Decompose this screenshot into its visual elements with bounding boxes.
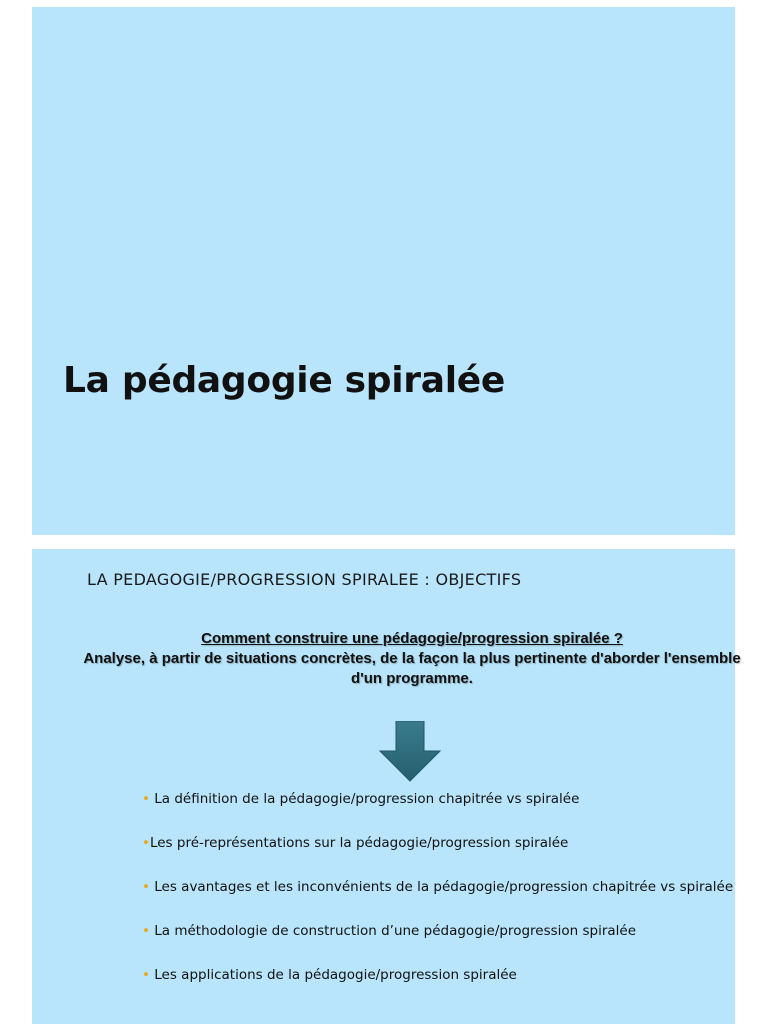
title-slide (32, 7, 735, 535)
list-item-text: Les applications de la pédagogie/progression spiralée (149, 967, 517, 983)
intro-question: Comment construire une pédagogie/progression spiralée ? (201, 630, 623, 647)
intro-analysis: Analyse, à partir de situations concrètes, de la façon la plus pertinente d'aborder l'ensemble d'un programme. (83, 650, 741, 687)
list-item (142, 833, 737, 853)
objectives-slide (32, 549, 741, 1024)
slide-title: La pédagogie spiralée (63, 360, 506, 401)
list-item (142, 877, 737, 897)
bullet-icon: • (142, 791, 150, 807)
intro-block (72, 629, 752, 689)
bullet-icon: • (142, 923, 150, 939)
list-item-text: La définition de la pédagogie/progression chapitrée vs spiralée (149, 791, 580, 807)
list-item (142, 921, 737, 941)
list-item (142, 965, 737, 985)
list-item-text: Les pré-représentations sur la pédagogie/progression spiralée (149, 835, 569, 851)
list-item-text: Les avantages et les inconvénients de la pédagogie/progression chapitrée vs spiralée (149, 879, 734, 895)
slide-heading: LA PEDAGOGIE/PROGRESSION SPIRALEE : OBJECTIFS (87, 570, 522, 589)
bullet-icon: • (142, 967, 150, 983)
objectives-list (142, 789, 737, 1009)
list-item (142, 789, 737, 809)
bullet-icon: • (142, 835, 150, 851)
down-arrow-icon (378, 721, 442, 783)
list-item-text: La méthodologie de construction d’une pédagogie/progression spiralée (149, 923, 637, 939)
bullet-icon: • (142, 879, 150, 895)
